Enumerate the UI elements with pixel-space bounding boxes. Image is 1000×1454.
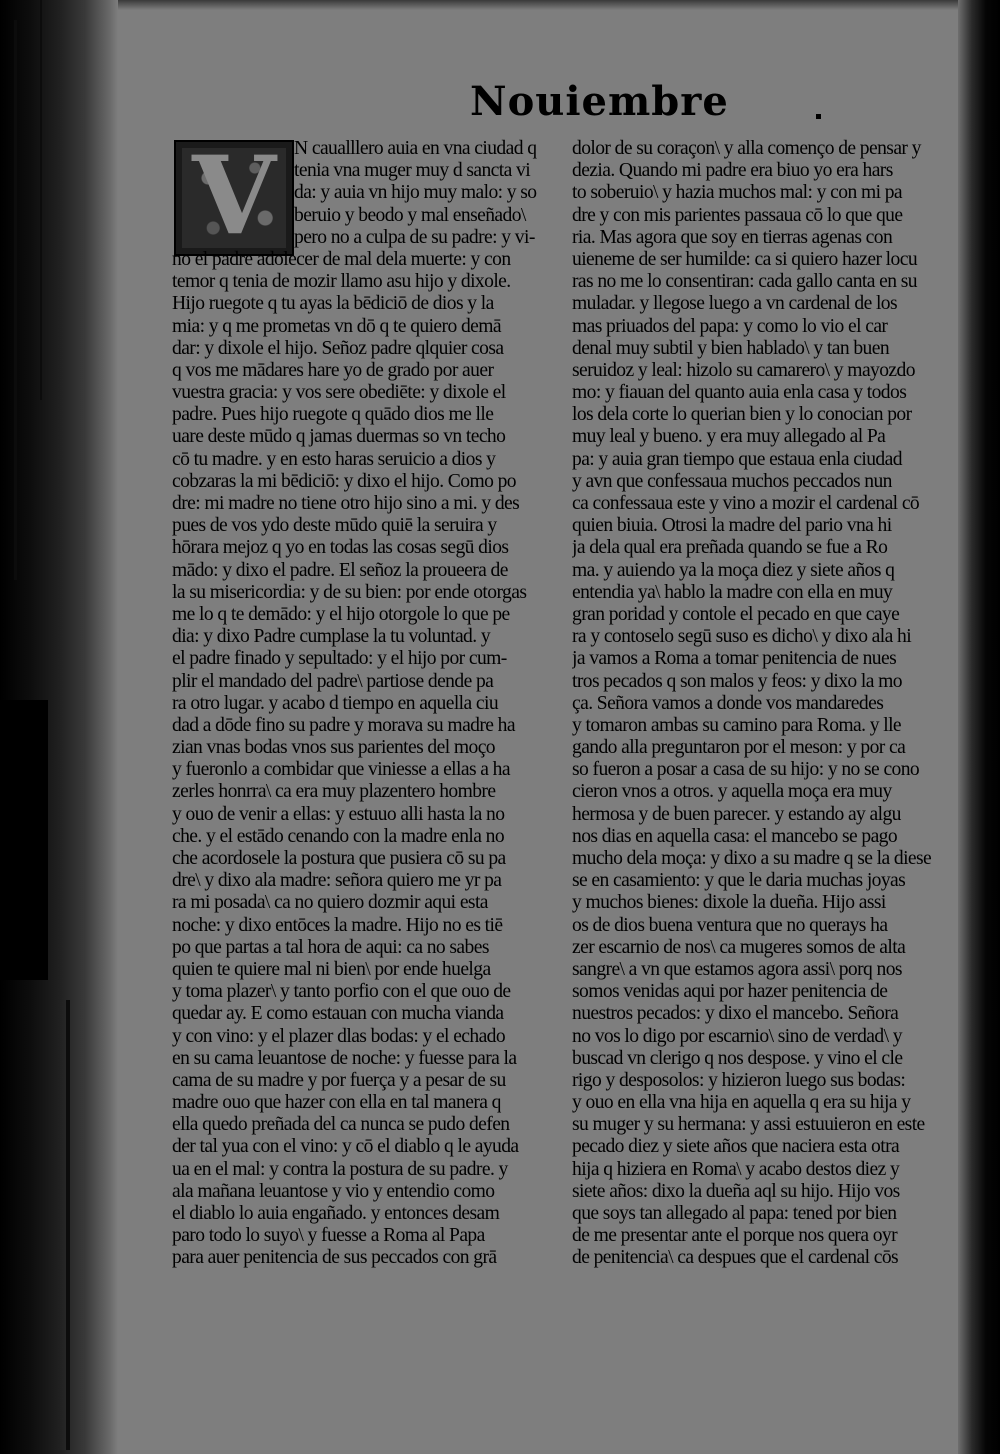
text-line: ria. Mas agora que soy en tierras agenas con [572, 226, 893, 248]
text-line: y toma plazer\ y tanto porfio con el que ouo de [172, 981, 511, 1003]
text-line: ra otro lugar. y acabo d tiempo en aquella ciu [172, 692, 499, 714]
text-line: so fueron a posar a casa de su hijo: y no se cono [572, 759, 920, 781]
text-line: nuestros pecados: y dixo el mancebo. Señora [572, 1003, 899, 1025]
text-line: quien te quiere mal ni bien\ por ende huelga [172, 958, 491, 980]
gutter-streak [40, 0, 42, 400]
text-line: cobzaras la mi bēdiciō: y dixo el hijo. Como po [172, 470, 517, 492]
text-line: mucho dela moça: y dixo a su madre q se la diese [572, 848, 932, 869]
right-text-column [572, 138, 960, 1270]
text-line: el diablo lo auia engañado. y entonces desam [172, 1203, 500, 1224]
text-line: no el padre adolecer de mal dela muerte: y con [172, 248, 511, 270]
text-line: vuestra gracia: y vos sere obediēte: y dixole el [172, 382, 506, 404]
text-line: che. y el estādo cenando con la madre enla no [172, 825, 505, 847]
text-line: paro todo lo suyo\ y fuesse a Roma al Papa [172, 1225, 485, 1247]
text-line: que soys tan allegado al papa: tened por bien [572, 1203, 897, 1224]
text-line: ma. y auiendo ya la moça diez y siete años q [572, 559, 895, 581]
text-line: Hijo ruegote q tu ayas la bēdiciō de dios y la [172, 293, 494, 315]
text-line: de me presentar ante el porque nos quera oyr [572, 1225, 898, 1247]
text-line: y con vino: y el plazer dlas bodas: y el echado [172, 1025, 506, 1047]
text-line: y tomaron ambas su camino para Roma. y lle [572, 714, 902, 736]
text-line: de penitencia\ ca despues que el cardenal cōs [572, 1247, 899, 1269]
text-line: mas priuados del papa: y como lo vio el car [572, 315, 888, 337]
text-line: la su misericordia: y de su bien: por ende otorgas [172, 581, 527, 603]
text-line: to soberuio\ y hazia muchos mal: y con mi pa [572, 182, 903, 204]
text-line: pa: y auia gran tiempo que estaua enla ciudad [572, 448, 902, 470]
text-line: pecado diez y siete años que naciera esta otra [572, 1136, 900, 1158]
text-line: nos dias en aquella casa: el mancebo se pago [572, 825, 898, 847]
text-line: y muchos bienes: dixole la dueña. Hijo assi [572, 892, 886, 914]
text-line: entendia ya\ hablo la madre con ella en muy [572, 581, 893, 603]
text-line: ja vamos a Roma a tomar penitencia de nues [572, 648, 897, 670]
text-line: N caualllero auia en vna ciudad q [294, 138, 537, 159]
text-line: che acordosele la postura que pusiera cō su pa [172, 848, 506, 869]
text-line: quedar ay. E como estauan con mucha vianda [172, 1003, 504, 1025]
text-line: y fueronlo a combidar que viniesse a ellas a ha [172, 759, 510, 781]
text-line: siete años: dixo la dueña aql su hijo. Hijo vos [572, 1180, 900, 1202]
text-line: y ouo de venir a ellas: y estuuo alli hasta la no [172, 803, 505, 825]
text-line: para auer penitencia de sus peccados con grā [172, 1247, 497, 1269]
ink-mark [816, 114, 821, 119]
text-line: dar: y dixole el hijo. Señoz padre qlquier cosa [172, 337, 504, 359]
gutter-streak [14, 20, 17, 580]
text-line: rigo y desposolos: y hizieron luego sus bodas: [572, 1069, 906, 1091]
text-line: buscad vn clerigo q nos despose. y vino el cle [572, 1047, 903, 1069]
text-line: plir el mandado del padre\ partiose dende pa [172, 670, 494, 692]
gutter-shadow-notch [0, 700, 48, 980]
text-line: y avn que confessaua muchos peccados nun [572, 470, 892, 492]
text-line: dolor de su coraçon\ y alla començo de pensar y [572, 138, 921, 159]
text-line: no vos lo digo por escarnio\ sino de verdad\ y [572, 1025, 902, 1047]
text-line: zerles honrra\ ca era muy plazentero hombre [172, 781, 496, 803]
text-line: zian vnas bodas vnos sus parientes del moço [172, 737, 496, 759]
text-line: madre ouo que hazer con ella en tal manera q [172, 1092, 501, 1114]
page-top-shadow [0, 0, 1000, 10]
text-line: ua en el mal: y contra la postura de su padre. y [172, 1158, 508, 1180]
text-line: uieneme de ser humilde: ca si quiero hazer locu [572, 248, 918, 270]
text-line: dia: y dixo Padre cumplase la tu voluntad. y [172, 626, 491, 648]
text-line: der tal yua con el vino: y cō el diablo q le ayuda [172, 1136, 519, 1158]
text-line: en su cama leuantose de noche: y fuesse para la [172, 1047, 517, 1069]
text-line: dad a dōde fino su padre y morava su madre ha [172, 714, 515, 736]
text-line: da: y auia vn hijo muy malo: y so [294, 182, 537, 204]
text-line: gando alla preguntaron por el meson: y por ca [572, 737, 906, 759]
text-line: padre. Pues hijo ruegote q quādo dios me lle [172, 404, 494, 426]
text-line: hōrara mejoz q yo en todas las cosas segū dios [172, 537, 509, 559]
text-line: ca confessaua este y vino a mozir el cardenal cō [572, 493, 920, 514]
text-line: quien biuia. Otrosi la madre del pario vna hi [572, 515, 892, 537]
initial-letter: V [192, 133, 276, 259]
text-line: tenia vna muger muy d sancta vi [294, 160, 531, 182]
text-line: muy leal y bueno. y era muy allegado al Pa [572, 426, 886, 448]
text-line: cō tu madre. y en esto haras seruicio a dios y [172, 448, 496, 470]
text-line: ça. Señora vamos a donde vos mandaredes [572, 692, 884, 714]
text-line: ra mi posada\ ca no quiero dozmir aqui esta [172, 892, 488, 914]
text-line: su muger y su hermana: y assi estuuieron en este [572, 1114, 925, 1136]
text-line: seruidoz y leal: hizolo su camarero\ y mayozdo [572, 359, 915, 381]
text-line: muladar. y llegose luego a vn cardenal de los [572, 293, 898, 315]
text-line: dre y con mis parientes passaua cō lo que que [572, 204, 903, 226]
text-line: pues de vos ydo deste mūdo quiē la seruira y [172, 515, 497, 537]
text-line: y ouo en ella vna hija en aquella q era su hija y [572, 1092, 911, 1114]
text-line: dre\ y dixo ala madre: señora quiero me yr pa [172, 870, 502, 892]
text-line: po que partas a tal hora de aqui: ca no sabes [172, 936, 489, 958]
text-line: sangre\ a vn que estamos agora assi\ porq nos [572, 958, 902, 980]
text-line: hija q hiziera en Roma\ y acabo destos diez y [572, 1158, 900, 1180]
text-line: me lo q te demādo: y el hijo otorgole lo que pe [172, 603, 510, 625]
text-line: cama de su madre y por fuerça y a pesar de su [172, 1069, 506, 1091]
text-line: el padre finado y sepultado: y el hijo por cum- [172, 648, 507, 670]
text-line: dezia. Quando mi padre era biuo yo era hars [572, 160, 893, 182]
text-line: temor q tenia de mozir llamo asu hijo y dixole. [172, 271, 511, 293]
page-title: Nouiembre [470, 78, 729, 125]
text-line: dre: mi madre no tiene otro hijo sino a mi. y des [172, 493, 520, 514]
text-line: se en casamiento: y que le daria muchas joyas [572, 870, 906, 892]
text-line: ra y contoselo segū suso es dicho\ y dixo ala hi [572, 626, 912, 648]
text-line: beruio y beodo y mal enseñado\ [294, 204, 526, 226]
text-line: q vos me mādares hare yo de grado por auer [172, 359, 494, 381]
text-line: los dela corte lo querian bien y lo conocian por [572, 404, 912, 426]
text-line: tros pecados q son malos y feos: y dixo la mo [572, 670, 902, 692]
text-line: uare deste mūdo q jamas duermas so vn techo [172, 426, 506, 448]
text-line: mādo: y dixo el padre. El señoz la proueera de [172, 559, 508, 581]
text-line: os de dios buena ventura que no querays ha [572, 914, 888, 936]
text-line: noche: y dixo entōces la madre. Hijo no es tiē [172, 914, 503, 936]
text-line: ella quedo preñada del ca nunca se pudo defen [172, 1114, 510, 1136]
text-line: gran poridad y contole el pecado en que caye [572, 603, 900, 625]
page-right-edge [958, 0, 1000, 1454]
text-line: mo: y fiauan del quanto auia enla casa y todos [572, 382, 907, 404]
text-line: ja dela qual era preñada quando se fue a Ro [572, 537, 888, 559]
text-line: hermosa y de buen parecer. y estando ay algu [572, 803, 901, 825]
gutter-streak [66, 1000, 70, 1450]
text-line: zer escarnio de nos\ ca mugeres somos de alta [572, 936, 906, 958]
text-line: denal muy subtil y bien hablado\ y tan buen [572, 337, 890, 359]
text-line: somos venidas aqui por hazer penitencia de [572, 981, 888, 1003]
text-line: ala mañana leuantose y vio y entendio como [172, 1180, 495, 1202]
text-line: mia: y q me prometas vn dō q te quiero demā [172, 315, 501, 337]
text-line: pero no a culpa de su padre: y vi- [294, 226, 535, 248]
left-text-column [172, 133, 568, 1270]
text-line: ras no me lo consentiran: cada gallo canta en su [572, 271, 917, 293]
text-line: cieron vnos a otros. y aquella moça era muy [572, 781, 892, 803]
